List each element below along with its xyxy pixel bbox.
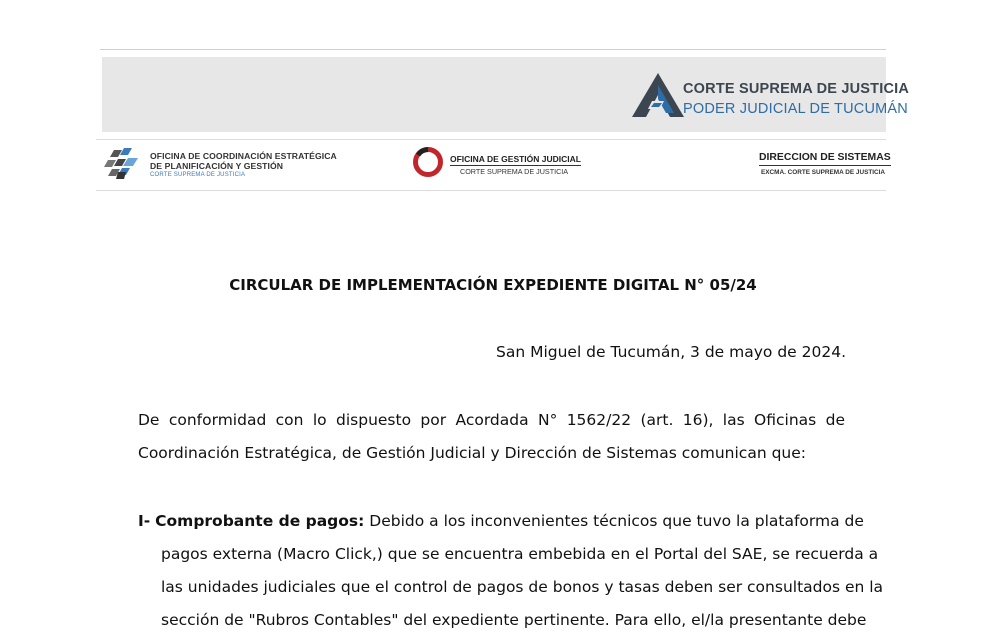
systems-office-name: DIRECCION DE SISTEMAS — [759, 152, 891, 166]
section-1-line-2: pagos externa (Macro Click,) que se encuentra embebida en el Portal del SAE, se recuerda a — [161, 545, 879, 563]
judicial-management-logo-icon — [412, 146, 444, 178]
coordination-office-name-line1: OFICINA DE COORDINACIÓN ESTRATÉGICA — [150, 151, 337, 161]
coordination-office-logo-icon — [104, 146, 140, 180]
intro-line-1: De conformidad con lo dispuesto por Acordada N° 1562/22 (art. 16), las Oficinas de — [138, 411, 845, 429]
section-1-line-1-text: Debido a los inconvenientes técnicos que tuvo la plataforma de — [369, 512, 864, 530]
court-triangle-logo-icon — [630, 71, 686, 119]
section-1-line-1 — [138, 505, 864, 538]
section-1-line-4: sección de "Rubros Contables" del expediente pertinente. Para ello, el/la presentante debe — [161, 611, 867, 629]
court-banner — [102, 57, 910, 132]
section-1-line-3: las unidades judiciales que el control de pagos de bonos y tasas deben ser consultados en la — [161, 578, 884, 596]
header-top-rule — [100, 49, 886, 50]
coordination-office-name-line2: DE PLANIFICACIÓN Y GESTIÓN — [150, 161, 284, 171]
section-1-number: I- — [138, 512, 151, 530]
judicial-management-office-name: OFICINA DE GESTIÓN JUDICIAL — [450, 154, 581, 164]
section-1-heading: Comprobante de pagos: — [155, 512, 365, 530]
judicial-management-subtitle: CORTE SUPREMA DE JUSTICIA — [460, 167, 569, 176]
judicial-power-name: PODER JUDICIAL DE TUCUMÁN — [683, 101, 908, 117]
intro-line-2: Coordinación Estratégica, de Gestión Judicial y Dirección de Sistemas comunican que: — [138, 444, 806, 462]
offices-strip — [96, 139, 891, 191]
coordination-office-subtitle: CORTE SUPREMA DE JUSTICIA — [150, 172, 246, 178]
court-name: CORTE SUPREMA DE JUSTICIA — [683, 81, 910, 97]
document-date: San Miguel de Tucumán, 3 de mayo de 2024. — [495, 343, 846, 361]
systems-office-subtitle: EXCMA. CORTE SUPREMA DE JUSTICIA — [761, 169, 886, 176]
document-title: CIRCULAR DE IMPLEMENTACIÓN EXPEDIENTE DIGITAL N° 05/24 — [229, 276, 757, 294]
